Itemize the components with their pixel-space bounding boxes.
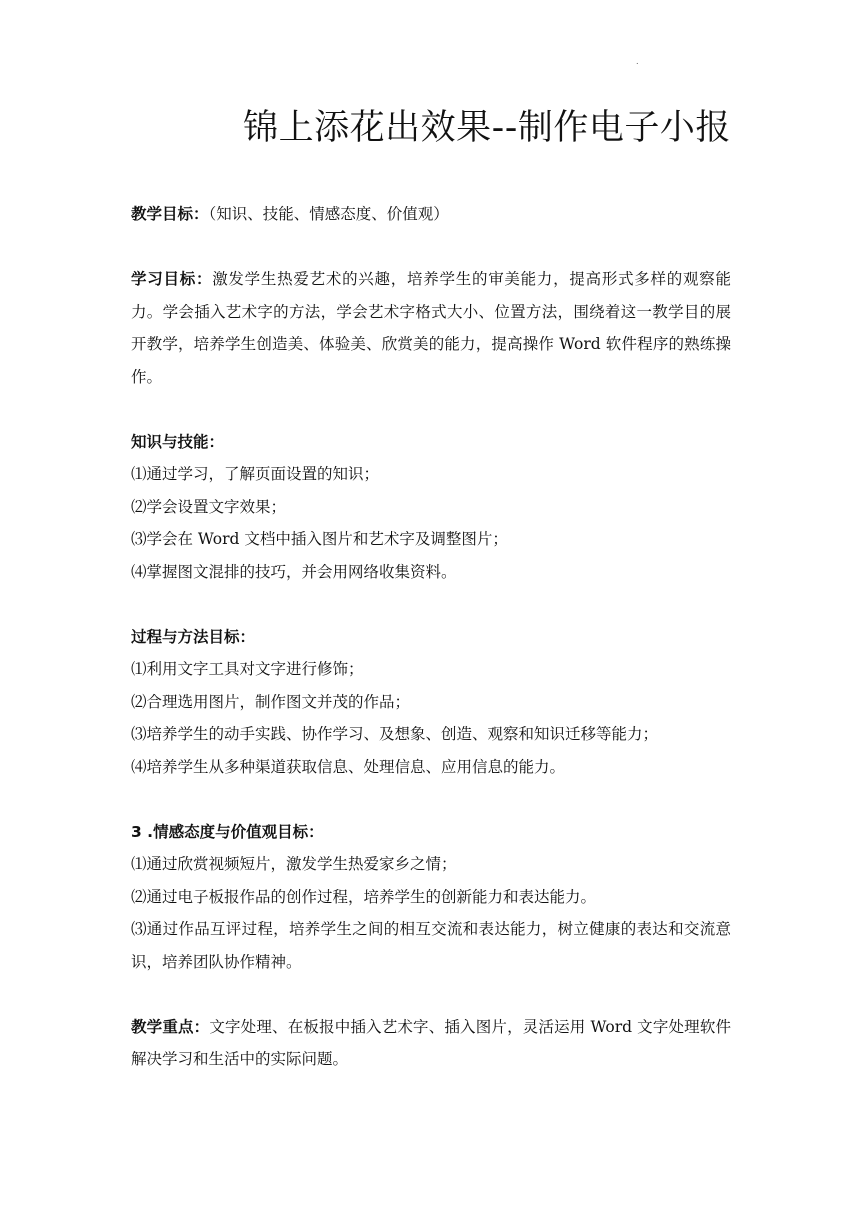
teaching-goals	[131, 198, 731, 231]
learning-goals-label: 学习目标：	[131, 270, 213, 288]
learning-goals-text: 激发学生热爱艺术的兴趣，培养学生的审美能力，提高形式多样的观察能力。学会插入艺术字的方法，学会艺术字格式大小、位置方法，围绕着这一教学目的展开教学，培养学生创造美、体验美、欣赏美的能力，提高操作 Word 软件程序的熟练操作。	[131, 270, 731, 386]
list-item: ⑶通过作品互评过程，培养学生之间的相互交流和表达能力，树立健康的表达和交流意识，培养团队协作精神。	[131, 920, 731, 971]
process-section	[131, 621, 731, 784]
corner-mark: .	[636, 57, 639, 66]
key-points-label: 教学重点：	[131, 1017, 210, 1036]
page-title: 锦上添花出效果--制作电子小报	[243, 108, 731, 148]
process-heading: 过程与方法目标：	[131, 627, 256, 646]
knowledge-section	[131, 426, 731, 589]
key-points	[131, 1011, 731, 1076]
list-item: ⑶学会在 Word 文档中插入图片和艺术字及调整图片；	[131, 530, 508, 548]
key-points-text: 文字处理、在板报中插入艺术字、插入图片，灵活运用 Word 文字处理软件解决学习和生活中的实际问题。	[131, 1017, 731, 1068]
list-item: ⑶培养学生的动手实践、协作学习、及想象、创造、观察和知识迁移等能力；	[131, 725, 659, 743]
list-item: ⑴利用文字工具对文字进行修饰；	[131, 660, 364, 678]
list-item: ⑷掌握图文混排的技巧，并会用网络收集资料。	[131, 562, 457, 581]
emotion-section	[131, 816, 731, 979]
teaching-goals-label: 教学目标：	[131, 205, 209, 223]
document-body	[131, 198, 731, 1076]
teaching-goals-text: （知识、技能、情感态度、价值观）	[208, 205, 449, 223]
learning-goals	[131, 263, 731, 393]
list-item: ⑵学会设置文字效果；	[131, 497, 287, 516]
list-item: ⑴通过学习，了解页面设置的知识；	[131, 465, 380, 483]
list-item: ⑴通过欣赏视频短片，激发学生热爱家乡之情；	[131, 855, 457, 873]
list-item: ⑷培养学生从多种渠道获取信息、处理信息、应用信息的能力。	[131, 757, 566, 776]
knowledge-heading: 知识与技能：	[131, 432, 225, 451]
emotion-heading: 3 .情感态度与价值观目标：	[131, 822, 324, 841]
list-item: ⑵合理选用图片，制作图文并茂的作品；	[131, 692, 411, 711]
list-item: ⑵通过电子板报作品的创作过程，培养学生的创新能力和表达能力。	[131, 887, 597, 906]
